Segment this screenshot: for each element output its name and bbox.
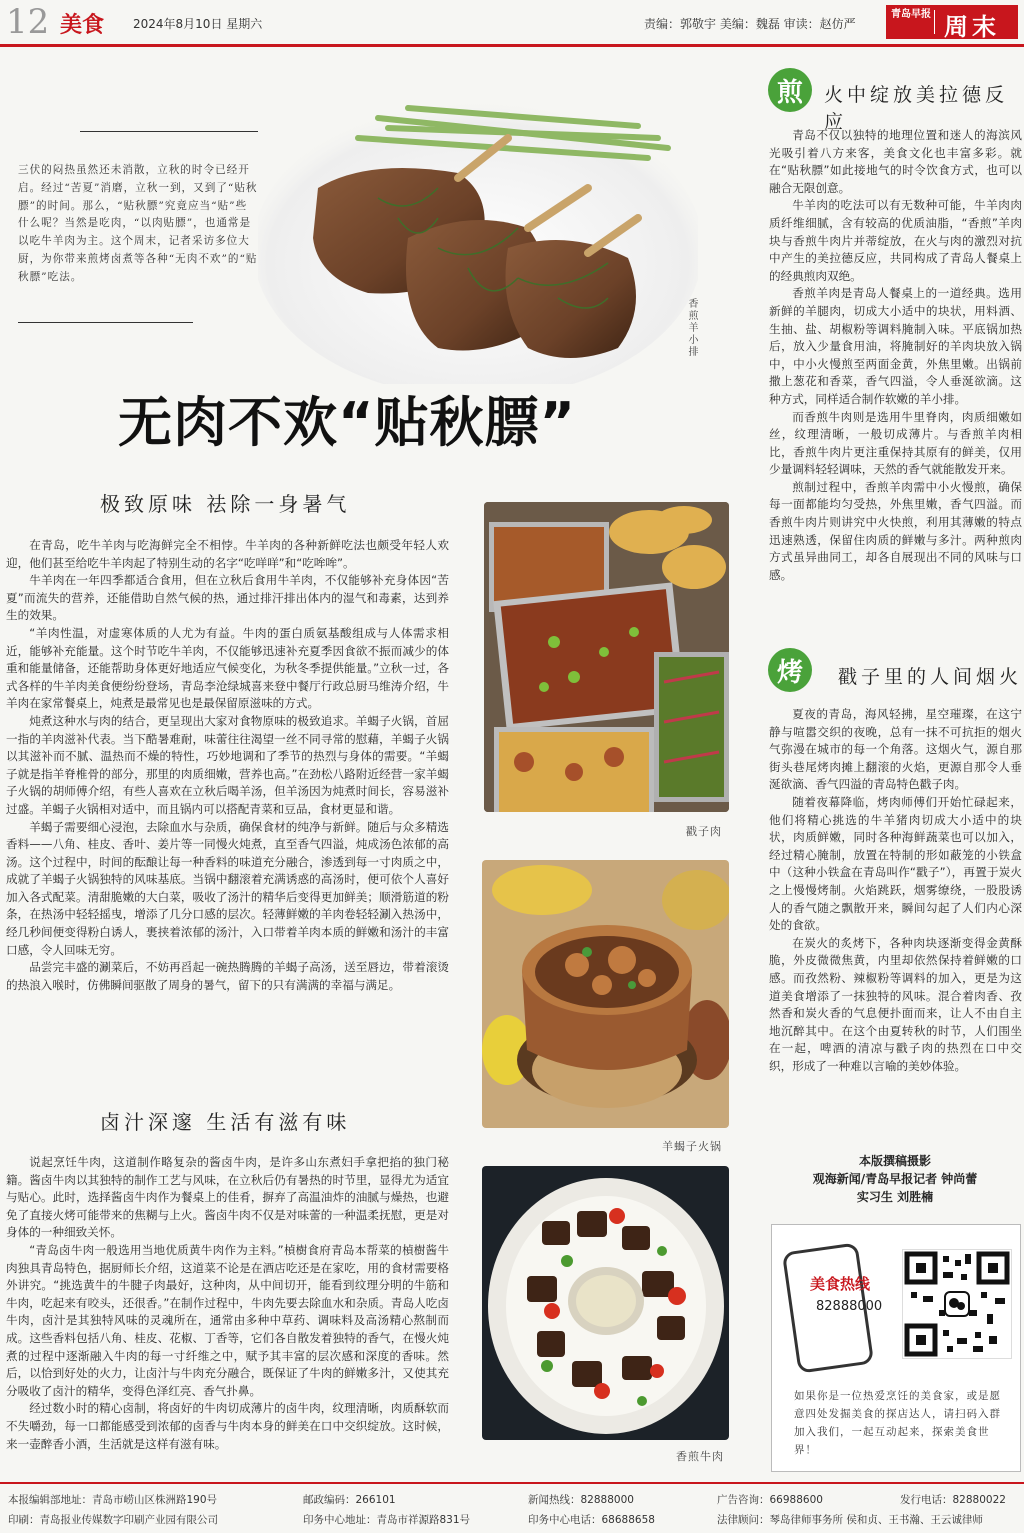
footer-print-address: 印务中心地址：青岛市祥源路831号 bbox=[303, 1514, 471, 1526]
hotline-number: 82888000 bbox=[816, 1299, 883, 1314]
paragraph: 经过数小时的精心卤制，将卤好的牛肉切成薄片的卤牛肉，纹理清晰，肉质酥软而不失嚼劲，每一口都能感受到浓郁的卤香与牛肉本身的鲜美在口中交织绽放。这时候，来一壶醉香小酒，生活就是这样有滋有味。 bbox=[6, 1401, 449, 1451]
section-title-4: 戳子里的人间烟火 bbox=[838, 666, 1023, 688]
section-body-2 bbox=[6, 1154, 449, 1453]
hotline-label: 美食热线 bbox=[810, 1275, 871, 1293]
kebab-trays-illustration bbox=[484, 502, 729, 812]
section-body-4 bbox=[769, 706, 1022, 1075]
page-footer bbox=[0, 1482, 1024, 1533]
paragraph: 随着夜幕降临，烤肉师傅们开始忙碌起来，他们将精心挑选的牛羊猪肉切成大小适中的块状，肉质鲜嫩，同时各种海鲜蔬菜也可以加入，经过精心腌制，放置在特制的形如蔽笼的小铁盒中（这种小铁盒在青岛叫作“戳子”），再置于炭火之上慢慢烤制。火焰跳跃，烟雾缭绕，一股股诱人的香气随之飘散开来，瞬间勾起了人们内心深处的食欲。 bbox=[769, 794, 1022, 933]
intro-text: 三伏的闷热虽然还未消散，立秋的时令已经开启。经过“苦夏”消磨，立秋一到，又到了“贴秋膘”的时间。那么，“贴秋膘”究竟应当“贴”些什么呢？当然是吃肉，“以肉贴膘”，也通常是以吃牛羊肉为主。这个周末，记者采访多位大厨，为你带来煎烤卤煮等各种“无肉不欢”的“贴秋膘”吃法。 bbox=[18, 164, 258, 283]
paragraph: 煎制过程中，香煎羊肉需中小火慢煎，确保每一面都能均匀受热，外焦里嫩，香气四溢。而香煎牛肉片则讲究中火快煎，利用其薄嫩的特点迅速熟透，保留住肉质的鲜嫩与多汁。两种煎肉方式虽异曲同工，却各自展现出不同的风味与口感。 bbox=[769, 479, 1022, 582]
footer-address: 本报编辑部地址：青岛市崂山区株洲路190号 bbox=[8, 1494, 218, 1506]
page-number: 12 bbox=[6, 2, 50, 42]
paragraph: 而香煎牛肉则是选用牛里脊肉，肉质细嫩如丝，纹理清晰，一般切成薄片。与香煎羊肉相比，香煎牛肉片更注重保持其原有的鲜美，仅用少量调料轻轻调味，天然的香气就能散发开来。 bbox=[769, 409, 1022, 477]
paragraph: 品尝完丰盛的涮菜后，不妨再舀起一碗热腾腾的羊蝎子高汤，送至唇边，带着滚烫的热浪入喉时，仿佛瞬间驱散了周身的暑气，留下的只有满满的幸福与满足。 bbox=[6, 960, 449, 992]
section-body-1 bbox=[6, 537, 449, 994]
footer-distribution: 发行电话：82880022 bbox=[900, 1494, 1006, 1506]
footer-postcode: 邮政编码：266101 bbox=[303, 1494, 396, 1506]
credits-line-3: 实习生 刘胜楠 bbox=[856, 1190, 934, 1204]
paragraph: 炖煮这种水与肉的结合，更呈现出大家对食物原味的极致追求。羊蝎子火锅，首屈一指的羊肉滋补代表。当下酷暑难耐，味蕾往往渴望一丝不同寻常的慰藉，羊蝎子火锅以其滋补而不腻、温热而不燥的特性，巧妙地调和了季节的热烈与身体的需要。“羊蝎子就是指羊脊椎骨的部分，那里的肉质细嫩，营养也高。”在劲松八路附近经营一家羊蝎子火锅的胡师傅介绍，有些人喜欢在立秋后喝羊汤，但羊汤因为炖煮时间长，容易滋补过盛。羊蝎子火锅相对适中，而且锅内可以搭配青菜和豆品，食材更显和谐。 bbox=[6, 713, 449, 816]
issue-date: 2024年8月10日 星期六 bbox=[133, 17, 263, 31]
beef-plate-illustration bbox=[482, 1166, 729, 1440]
footer-printer: 印刷：青岛报业传媒数字印刷产业园有限公司 bbox=[8, 1514, 218, 1526]
hero-caption: 香煎羊小排 bbox=[686, 298, 697, 358]
qr-code-graphic bbox=[903, 1250, 1011, 1358]
paragraph: 说起烹饪牛肉，这道制作略复杂的酱卤牛肉，是许多山东煮妇手拿把掐的独门秘籍。酱卤牛肉以其独特的制作工艺与风味，在立秋后仍有暑热的时节里，显得尤为适宜与贴心。此时，选择酱卤牛肉作为餐桌上的佳肴，摒弃了高温油炸的油腻与燥热，也避免了直接火烤可能带来的焦糊与上火。酱卤牛肉不仅是对味蕾的一种温柔抚慰，更是对身体的一种细致关怀。 bbox=[6, 1155, 449, 1240]
caption-hotpot: 羊蝎子火锅 bbox=[662, 1140, 722, 1153]
badge-fry: 煎 bbox=[768, 68, 812, 112]
footer-legal: 法律顾问：琴岛律师事务所 侯和贞、王书瀚、王云诚律师 bbox=[717, 1514, 983, 1526]
editors-line: 责编：郭敬宇 美编：魏磊 审读：赵仿严 bbox=[644, 17, 856, 31]
section-title-1: 极致原味 祛除一身暑气 bbox=[100, 492, 351, 516]
footer-news-hotline: 新闻热线：82888000 bbox=[528, 1494, 634, 1506]
paragraph: 香煎羊肉是青岛人餐桌上的一道经典。选用新鲜的羊腿肉，切成大小适中的块状，用料酒、生抽、盐、胡椒粉等调料腌制入味。平底锅加热后，放入少量食用油，将腌制好的羊肉块放入锅中，中小火慢煎至两面金黄，外焦里嫩。出锅前撒上葱花和香菜，香气四溢，令人垂涎欲滴。这种方式，同样适合制作软嫩的羊小排。 bbox=[769, 286, 1022, 406]
section-body-3 bbox=[769, 127, 1022, 584]
photo-kebab bbox=[484, 502, 729, 812]
badge-grill: 烤 bbox=[768, 648, 812, 692]
page-header bbox=[0, 0, 1024, 47]
paragraph: “羊肉性温，对虚寒体质的人尤为有益。牛肉的蛋白质氨基酸组成与人体需求相近，能够补充能量。这个时节吃牛羊肉，不仅能够迅速补充夏季因食欲不振而减少的体重和能量储备，还能帮助身体更好地适应气候变化，为秋冬季提供能量。”立秋一过，各式各样的牛羊肉美食便纷纷登场，青岛李沧绿城喜来登中餐厅行政总厨马维涛介绍，牛羊肉在家常餐桌上，炖煮是最常见也是最保留原滋味的方式。 bbox=[6, 625, 449, 711]
brand-logo: 青岛早报 bbox=[891, 9, 931, 20]
hotpot-illustration bbox=[482, 860, 729, 1128]
brand-banner bbox=[886, 5, 1018, 39]
paragraph: 在炭火的炙烤下，各种肉块逐渐变得金黄酥脆，外皮微微焦黄，内里却依然保持着鲜嫩的口感。而孜然粉、辣椒粉等调料的加入，更是为这道美食增添了一抹独特的风味。混合着肉香、孜然香和炭火香的气息便扑面而来，让人不由自主地沉醉其中。在这个由夏转秋的时节，人们围坐在一起，啤酒的清凉与戳子肉的热烈在口中交织，形成了一种难以言喻的美妙体验。 bbox=[769, 935, 1022, 1073]
paragraph: 夏夜的青岛，海风轻拂，星空璀璨，在这宁静与喧嚣交织的夜晚，总有一抹不可抗拒的烟火气弥漫在城市的每一个角落。这烟火气，源自那街头巷尾烤肉摊上翻滚的火焰，更源自那令人垂涎欲滴、香气四溢的青岛特色戳子肉。 bbox=[769, 707, 1022, 792]
photo-hotpot bbox=[482, 860, 729, 1128]
photo-beef bbox=[482, 1166, 729, 1440]
paragraph: 羊蝎子需要细心浸泡，去除血水与杂质，确保食材的纯净与新鲜。随后与众多精选香料——八角、桂皮、香叶、姜片等一同慢火炖煮，直至香气四溢，炖成汤色浓郁的高汤。这个过程中，时间的酝酿让每一种香料的味道充分融合，渗透到每一寸肉质之中，成就了羊蝎子火锅独特的风味基底。当锅中翻滚着充满诱惑的高汤时，便可依个人喜好加入各式配菜。清甜脆嫩的大白菜，吸收了汤汁的精华后变得更加鲜美；顺滑筋道的粉条，在热汤中轻轻摇曳，增添了几分口感的层次。轻薄鲜嫩的羊肉卷轻轻涮入热汤中，经几秒间便变得粉白诱人，裹挟着浓郁的汤汁，入口带着羊肉本质的鲜嫩和汤汁的丰富口感，令人回味无穷。 bbox=[6, 819, 449, 957]
caption-kebab: 戳子肉 bbox=[686, 825, 722, 838]
hotline-box bbox=[771, 1224, 1021, 1472]
footer-print-phone: 印务中心电话：68688658 bbox=[528, 1514, 655, 1526]
paragraph: 青岛不仅以独特的地理位置和迷人的海滨风光吸引着八方来客，美食文化也丰富多彩。就在“贴秋膘”如此接地气的时令饮食方式，也可以融合无限创意。 bbox=[769, 128, 1022, 195]
paragraph: “青岛卤牛肉一般选用当地优质黄牛肉作为主料。”楨樹食府青岛本帮菜的楨樹酱牛肉独具青岛特色，据厨师长介绍，这道菜不论是在酒店吃还是在家吃，用的食材需要格外讲究。“挑选黄牛的牛腱子肉最好，这种肉，从中间切开，能看到纹理分明的牛筋和牛肉，吃起来有咬头，还很香。”在制作过程中，牛肉先要去除血水和杂质。青岛人吃卤牛肉，卤汁是其独特风味的灵魂所在，通常由多种中草药、调味料及高汤精心熬制而成。这些香料包括八角、桂皮、花椒、丁香等，它们各自散发着独特的香气，在慢火炖煮的过程中逐渐融入牛肉的每一寸纤维之中，赋予其丰富的层次感和深度的香味。然后，以恰到好处的火力，让卤汁与牛肉充分融合，既保证了牛肉的鲜嫩多汁，又使其充分吸收了卤汁的精华，变得色泽红亮、香气扑鼻。 bbox=[6, 1242, 449, 1398]
brand-text: 周末 bbox=[944, 12, 1000, 41]
paragraph: 牛羊肉的吃法可以有无数种可能，牛羊肉肉质纤维细腻，含有较高的优质油脂，“香煎”羊肉块与香煎牛肉片并蒂绽放，在火与肉的激烈对抗中产生的美拉德反应，共同构成了青岛人餐桌上的经典煎肉双绝。 bbox=[769, 198, 1022, 283]
paragraph: 牛羊肉在一年四季都适合食用，但在立秋后食用牛羊肉，不仅能够补充身体因“苦夏”而流失的营养，还能借助自然气候的热，通过排汗排出体内的湿气和毒素，达到养生的效果。 bbox=[6, 573, 449, 623]
qr-code-icon[interactable] bbox=[902, 1249, 1012, 1359]
brand-divider bbox=[934, 10, 935, 34]
credits bbox=[771, 1152, 1019, 1206]
paragraph: 在青岛，吃牛羊肉与吃海鲜完全不相悖。牛羊肉的各种新鲜吃法也颇受年轻人欢迎，他们甚至给吃牛羊肉起了特别生动的名字“吃咩咩”和“吃哞哞”。 bbox=[6, 538, 449, 570]
credits-line-1: 本版撰稿摄影 bbox=[858, 1154, 931, 1168]
main-headline: 无肉不欢“贴秋膘” bbox=[118, 391, 576, 454]
hotline-invite: 如果你是一位热爱烹饪的美食家，或是愿意四处发掘美食的探店达人，请扫码入群加入我们，一起互动起来，探索美食世界！ bbox=[794, 1390, 1001, 1456]
credits-line-2: 观海新闻/青岛早报记者 钟尚蕾 bbox=[812, 1172, 978, 1186]
intro-rule-bottom bbox=[18, 322, 193, 323]
caption-beef: 香煎牛肉 bbox=[676, 1450, 724, 1463]
intro-rule-top bbox=[80, 131, 258, 132]
lamb-chops-illustration bbox=[258, 78, 698, 384]
footer-ad: 广告咨询：66988600 bbox=[717, 1494, 823, 1506]
section-title-2: 卤汁深邃 生活有滋有味 bbox=[100, 1110, 351, 1134]
section-name: 美食 bbox=[60, 13, 105, 38]
section-title-3: 火中绽放美拉德反应 bbox=[824, 84, 1009, 133]
hero-photo-lamb-chops bbox=[258, 78, 698, 384]
